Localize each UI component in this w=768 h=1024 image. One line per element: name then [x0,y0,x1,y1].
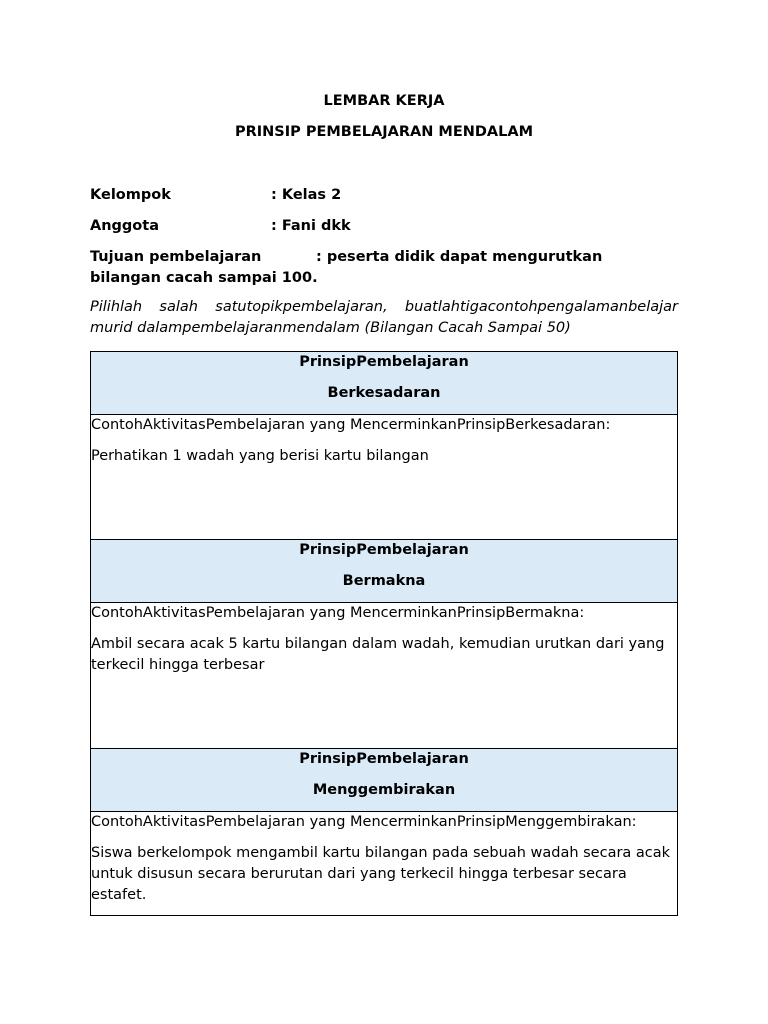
goal-row [90,247,678,289]
worksheet-page [90,90,678,916]
group-label: Kelompok [90,187,171,203]
section-heading-row [91,352,678,415]
section-heading [91,749,678,812]
section-body [91,415,678,540]
section-answer: Siswa berkelompok mengambil kartu bilangan pada sebuah wadah secara acak untuk disusun secara berurutan dari yang terkecil hingga terbesar secara estafet. [91,845,671,903]
section-principle-name: Bermakna [342,573,426,589]
info-block [90,185,678,289]
section-prompt: ContohAktivitasPembelajaran yang MencerminkanPrinsipBerkesadaran: [91,417,611,433]
section-principle-name: Menggembirakan [312,782,456,798]
section-principle-name: Berkesadaran [327,385,441,401]
principles-table [90,351,678,916]
section-heading [91,352,678,415]
section-body-row [91,812,678,916]
section-heading-label: PrinsipPembelajaran [299,751,469,767]
members-row [90,216,678,237]
section-prompt: ContohAktivitasPembelajaran yang MencerminkanPrinsipMenggembirakan: [91,814,637,830]
section-body-row [91,603,678,749]
goal-value: : peserta didik dapat mengurutkan bilangan cacah sampai 100. [90,249,603,286]
section-heading-row [91,749,678,812]
members-label: Anggota [90,218,159,234]
group-row [90,185,678,206]
section-heading-label: PrinsipPembelajaran [299,354,469,370]
section-heading [91,540,678,603]
members-value: : Fani dkk [271,218,351,234]
section-body [91,812,678,916]
instruction-text: Pilihlah salah satutopikpembelajaran, buatlahtigacontohpengalamanbelajar murid dalampembelajaranmendalam (Bilangan Cacah Sampai 50) [90,299,678,336]
section-heading-row [91,540,678,603]
section-prompt: ContohAktivitasPembelajaran yang MencerminkanPrinsipBermakna: [91,605,585,621]
section-answer: Perhatikan 1 wadah yang berisi kartu bilangan [91,448,429,464]
section-heading-label: PrinsipPembelajaran [299,542,469,558]
section-body-row [91,415,678,540]
group-value: : Kelas 2 [271,187,342,203]
section-answer: Ambil secara acak 5 kartu bilangan dalam wadah, kemudian urutkan dari yang terkecil hingga terbesar [91,636,665,673]
worksheet-subtitle: PRINSIP PEMBELAJARAN MENDALAM [234,124,534,140]
section-body [91,603,678,749]
goal-label: Tujuan pembelajaran [90,249,262,265]
worksheet-title: LEMBAR KERJA [323,93,445,109]
